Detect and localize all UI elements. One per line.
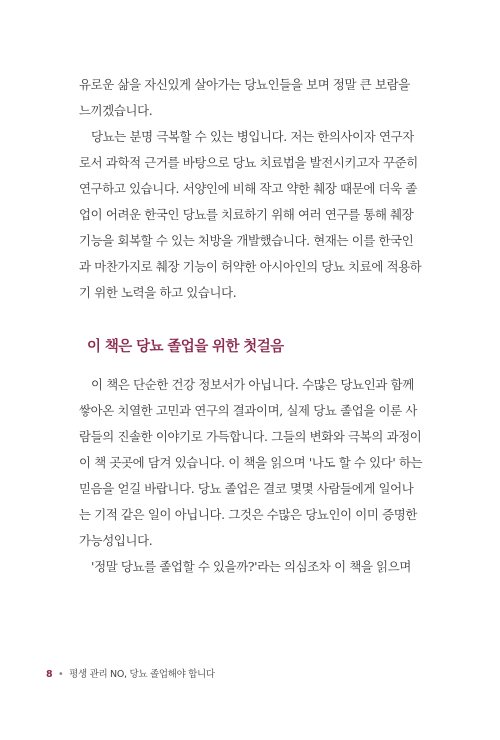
text-line: 쌓아온 치열한 고민과 연구의 결과이며, 실제 당뇨 졸업을 이룬 사 — [79, 403, 417, 418]
text-line: 업이 어려운 한국인 당뇨를 치료하기 위해 여러 연구를 통해 췌장 — [79, 207, 414, 222]
text-line: 기 위한 노력을 하고 있습니다. — [79, 285, 237, 300]
text-line: 이 책 곳곳에 담겨 있습니다. 이 책을 읽으며 '나도 할 수 있다' 하는 — [79, 455, 423, 470]
text-line: 연구하고 있습니다. 서양인에 비해 작고 약한 췌장 때문에 더욱 졸 — [79, 181, 417, 196]
text-line: 는 기적 같은 일이 아닙니다. 그것은 수많은 당뇨인이 이미 증명한 — [79, 507, 417, 522]
text-line: '정말 당뇨를 졸업할 수 있을까?'라는 의심조차 이 책을 읽으며 — [79, 559, 412, 574]
body-text-top — [79, 72, 421, 306]
body-text-bottom — [79, 372, 421, 580]
page-footer — [46, 666, 215, 680]
text-line: 믿음을 얻길 바랍니다. 당뇨 졸업은 결코 몇몇 사람들에게 일어나 — [79, 481, 414, 496]
page-number: 8 — [46, 669, 53, 680]
text-line: 이 책은 단순한 건강 정보서가 아닙니다. 수많은 당뇨인과 함께 — [79, 377, 414, 392]
text-line: 람들의 진솔한 이야기로 가득합니다. 그들의 변화와 극복의 과정이 — [79, 429, 422, 444]
text-line: 가능성입니다. — [79, 533, 153, 548]
footer-separator: • — [58, 669, 64, 680]
text-line: 기능을 회복할 수 있는 처방을 개발했습니다. 현재는 이를 한국인 — [79, 233, 414, 248]
text-line: 과 마찬가지로 췌장 기능이 허약한 아시아인의 당뇨 치료에 적용하 — [79, 259, 422, 274]
text-line: 로서 과학적 근거를 바탕으로 당뇨 치료법을 발전시키고자 꾸준히 — [79, 155, 418, 170]
section-heading: 이 책은 당뇨 졸업을 위한 첫걸음 — [87, 339, 284, 355]
text-line: 느끼겠습니다. — [79, 103, 153, 118]
text-line: 당뇨는 분명 극복할 수 있는 병입니다. 저는 한의사이자 연구자 — [79, 129, 414, 144]
running-title: 평생 관리 NO, 당뇨 졸업해야 합니다 — [69, 669, 215, 680]
text-line: 유로운 삶을 자신있게 살아가는 당뇨인들을 보며 정말 큰 보람을 — [79, 77, 410, 92]
